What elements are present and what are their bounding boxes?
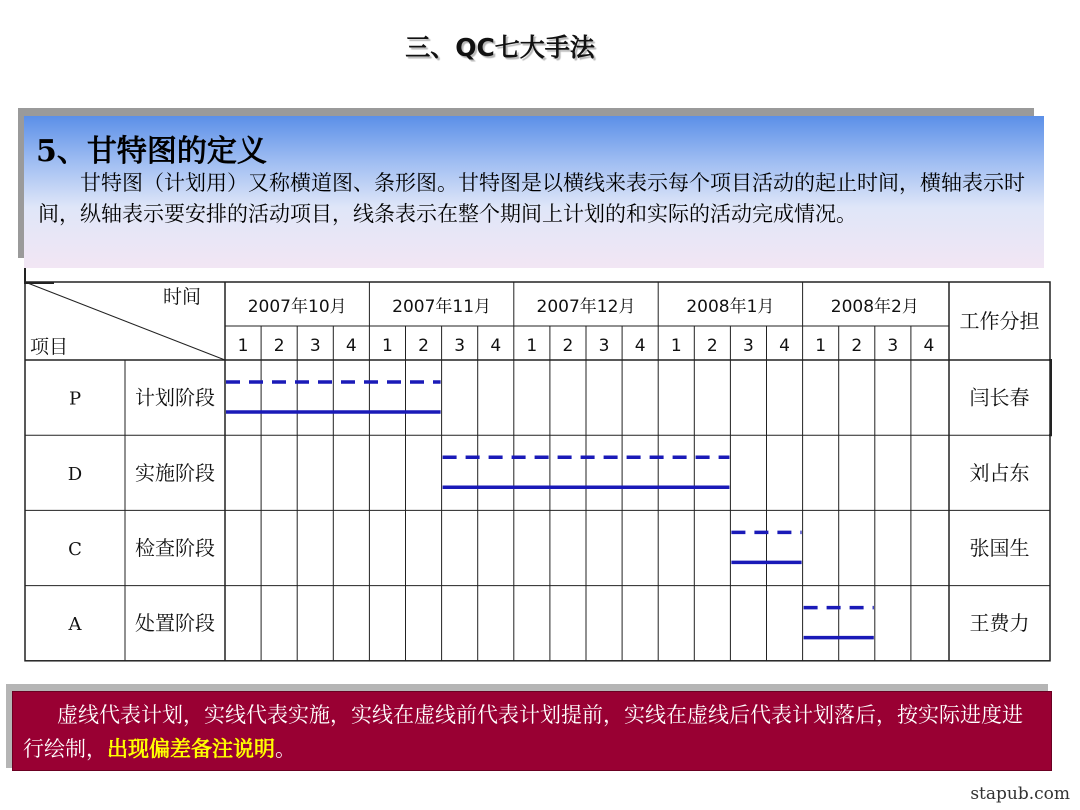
week-label: 1 — [526, 336, 538, 356]
month-label: 2007年10月 — [247, 297, 347, 317]
row-phase: 处置阶段 — [135, 611, 215, 636]
week-label: 2 — [418, 336, 429, 356]
owner-header: 工作分担 — [959, 309, 1040, 333]
row-code: A — [68, 614, 82, 636]
row-owner: 王费力 — [969, 611, 1030, 636]
row-owner: 刘占东 — [969, 460, 1030, 485]
week-label: 4 — [923, 336, 935, 356]
week-label: 1 — [815, 336, 827, 356]
definition-heading: 5、甘特图的定义 — [36, 134, 267, 169]
month-label: 2007年12月 — [536, 297, 636, 317]
row-owner: 闫长春 — [969, 385, 1030, 410]
row-phase: 检查阶段 — [135, 536, 215, 560]
week-label: 3 — [309, 336, 321, 356]
month-label: 2008年1月 — [686, 297, 775, 317]
week-label: 1 — [237, 336, 249, 356]
corner-time-label: 时间 — [162, 286, 202, 308]
footer-end: 。 — [275, 737, 296, 761]
week-label: 4 — [345, 336, 357, 356]
row-code: C — [68, 539, 82, 560]
week-label: 1 — [382, 336, 393, 356]
month-label: 2007年11月 — [392, 297, 492, 317]
gantt-chart — [24, 281, 1052, 662]
row-owner: 张国生 — [969, 536, 1030, 560]
week-label: 2 — [706, 336, 718, 356]
row-code: P — [68, 388, 82, 410]
footer-highlight: 出现偏差备注说明 — [107, 736, 275, 761]
week-label: 3 — [454, 336, 466, 356]
week-label: 4 — [779, 336, 790, 356]
week-label: 4 — [490, 336, 502, 356]
row-phase: 计划阶段 — [135, 385, 215, 410]
row-code: D — [67, 463, 83, 485]
week-label: 2 — [273, 336, 285, 356]
footer-note — [12, 691, 1052, 771]
week-label: 4 — [634, 336, 646, 356]
week-label: 3 — [887, 336, 899, 356]
watermark: stapub.com — [970, 784, 1070, 804]
week-label: 3 — [743, 336, 754, 356]
week-label: 2 — [562, 336, 574, 356]
row-phase: 实施阶段 — [135, 460, 215, 485]
month-label: 2008年2月 — [830, 297, 919, 317]
week-label: 1 — [670, 336, 682, 356]
footer-text: 虚线代表计划，实线代表实施，实线在虚线前代表计划提前，实线在虚线后代表计划落后，按实际进度进行绘制， — [23, 703, 1023, 761]
week-label: 2 — [851, 336, 863, 356]
definition-body: 甘特图（计划用）又称横道图、条形图。甘特图是以横线来表示每个项目活动的起止时间，横轴表示时间，纵轴表示要安排的活动项目，线条表示在整个期间上计划的和实际的活动完成情况。 — [38, 171, 1025, 226]
week-label: 3 — [598, 336, 610, 356]
page-title: 三、QC七大手法 — [405, 33, 595, 62]
definition-box — [24, 116, 1044, 268]
corner-item-label: 项目 — [30, 336, 69, 358]
